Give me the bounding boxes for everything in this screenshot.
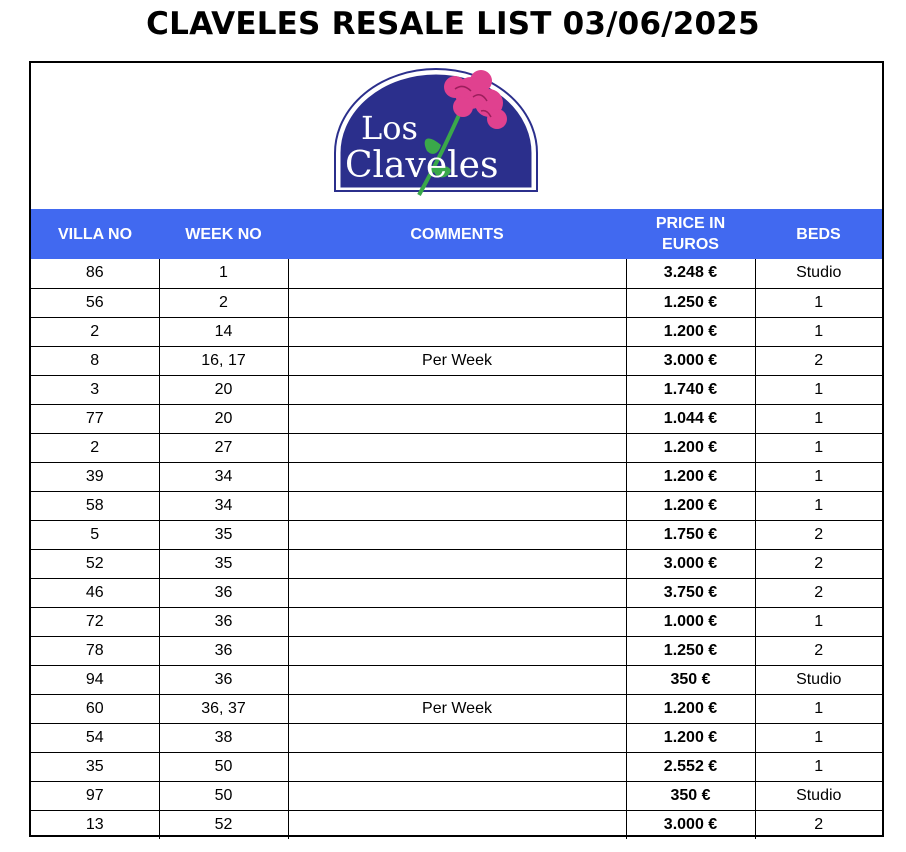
comments-cell	[288, 404, 626, 433]
comments-cell	[288, 607, 626, 636]
price-cell: 3.000 €	[626, 346, 755, 375]
beds-cell: Studio	[755, 665, 882, 694]
comments-cell	[288, 636, 626, 665]
villa-no-cell: 2	[31, 317, 159, 346]
villa-no-cell: 86	[31, 259, 159, 288]
week-no-cell: 36	[159, 665, 288, 694]
beds-cell: Studio	[755, 781, 882, 810]
comments-cell	[288, 520, 626, 549]
week-no-cell: 20	[159, 404, 288, 433]
comments-cell	[288, 665, 626, 694]
price-cell: 1.200 €	[626, 491, 755, 520]
week-no-cell: 2	[159, 288, 288, 317]
beds-cell: 1	[755, 491, 882, 520]
comments-cell	[288, 752, 626, 781]
comments-cell	[288, 462, 626, 491]
price-cell: 350 €	[626, 781, 755, 810]
villa-no-cell: 2	[31, 433, 159, 462]
table-row	[31, 549, 882, 578]
table-row	[31, 433, 882, 462]
table-row	[31, 810, 882, 839]
price-cell: 1.200 €	[626, 462, 755, 491]
page-title: CLAVELES RESALE LIST 03/06/2025	[146, 6, 760, 42]
table-row	[31, 375, 882, 404]
table-row	[31, 346, 882, 375]
comments-cell	[288, 433, 626, 462]
beds-cell: 1	[755, 375, 882, 404]
table-row	[31, 723, 882, 752]
los-claveles-logo	[331, 67, 541, 203]
villa-no-cell: 94	[31, 665, 159, 694]
table-row	[31, 781, 882, 810]
table-row	[31, 491, 882, 520]
table-row	[31, 636, 882, 665]
comments-cell	[288, 549, 626, 578]
comments-cell	[288, 723, 626, 752]
beds-cell: 2	[755, 346, 882, 375]
week-no-cell: 52	[159, 810, 288, 839]
resale-sheet	[29, 61, 884, 837]
villa-no-cell: 52	[31, 549, 159, 578]
beds-cell: 2	[755, 549, 882, 578]
table-row	[31, 317, 882, 346]
header-price-line2: EUROS	[662, 236, 719, 253]
villa-no-cell: 72	[31, 607, 159, 636]
week-no-cell: 36	[159, 578, 288, 607]
price-cell: 1.200 €	[626, 694, 755, 723]
beds-cell: 1	[755, 317, 882, 346]
table-row	[31, 752, 882, 781]
price-cell: 1.250 €	[626, 636, 755, 665]
beds-cell: 1	[755, 752, 882, 781]
beds-cell: 1	[755, 694, 882, 723]
villa-no-cell: 13	[31, 810, 159, 839]
price-cell: 3.000 €	[626, 810, 755, 839]
logo-word-los: Los	[361, 109, 418, 147]
table-row	[31, 665, 882, 694]
table-row	[31, 404, 882, 433]
price-cell: 1.740 €	[626, 375, 755, 404]
comments-cell: Per Week	[288, 694, 626, 723]
beds-cell: 2	[755, 810, 882, 839]
comments-cell	[288, 781, 626, 810]
price-cell: 3.000 €	[626, 549, 755, 578]
villa-no-cell: 54	[31, 723, 159, 752]
beds-cell: Studio	[755, 259, 882, 288]
villa-no-cell: 97	[31, 781, 159, 810]
week-no-cell: 16, 17	[159, 346, 288, 375]
villa-no-cell: 39	[31, 462, 159, 491]
comments-cell: Per Week	[288, 346, 626, 375]
price-cell: 1.200 €	[626, 433, 755, 462]
week-no-cell: 36	[159, 636, 288, 665]
price-cell: 1.750 €	[626, 520, 755, 549]
price-cell: 1.000 €	[626, 607, 755, 636]
week-no-cell: 20	[159, 375, 288, 404]
villa-no-cell: 77	[31, 404, 159, 433]
week-no-cell: 38	[159, 723, 288, 752]
week-no-cell: 50	[159, 752, 288, 781]
comments-cell	[288, 578, 626, 607]
week-no-cell: 1	[159, 259, 288, 288]
villa-no-cell: 5	[31, 520, 159, 549]
table-row	[31, 288, 882, 317]
header-price	[626, 209, 755, 259]
villa-no-cell: 58	[31, 491, 159, 520]
beds-cell: 1	[755, 404, 882, 433]
villa-no-cell: 46	[31, 578, 159, 607]
week-no-cell: 14	[159, 317, 288, 346]
table-row	[31, 607, 882, 636]
header-comments: COMMENTS	[288, 209, 626, 259]
villa-no-cell: 8	[31, 346, 159, 375]
villa-no-cell: 35	[31, 752, 159, 781]
villa-no-cell: 56	[31, 288, 159, 317]
table-row	[31, 462, 882, 491]
beds-cell: 1	[755, 462, 882, 491]
week-no-cell: 35	[159, 520, 288, 549]
header-villa-no: VILLA NO	[31, 209, 159, 259]
table-row	[31, 578, 882, 607]
week-no-cell: 27	[159, 433, 288, 462]
header-beds: BEDS	[755, 209, 882, 259]
beds-cell: 2	[755, 578, 882, 607]
price-cell: 1.200 €	[626, 317, 755, 346]
header-price-line1: PRICE IN	[655, 215, 726, 232]
villa-no-cell: 60	[31, 694, 159, 723]
price-cell: 1.044 €	[626, 404, 755, 433]
week-no-cell: 35	[159, 549, 288, 578]
villa-no-cell: 3	[31, 375, 159, 404]
beds-cell: 1	[755, 433, 882, 462]
week-no-cell: 36	[159, 607, 288, 636]
logo-area	[31, 63, 882, 209]
resale-table	[31, 209, 882, 839]
week-no-cell: 34	[159, 491, 288, 520]
table-row	[31, 694, 882, 723]
price-cell: 1.200 €	[626, 723, 755, 752]
price-cell: 3.248 €	[626, 259, 755, 288]
comments-cell	[288, 317, 626, 346]
beds-cell: 1	[755, 288, 882, 317]
week-no-cell: 50	[159, 781, 288, 810]
beds-cell: 1	[755, 607, 882, 636]
table-header-row	[31, 209, 882, 259]
price-cell: 1.250 €	[626, 288, 755, 317]
beds-cell: 2	[755, 520, 882, 549]
comments-cell	[288, 259, 626, 288]
comments-cell	[288, 375, 626, 404]
comments-cell	[288, 810, 626, 839]
week-no-cell: 36, 37	[159, 694, 288, 723]
week-no-cell: 34	[159, 462, 288, 491]
beds-cell: 2	[755, 636, 882, 665]
price-cell: 2.552 €	[626, 752, 755, 781]
villa-no-cell: 78	[31, 636, 159, 665]
beds-cell: 1	[755, 723, 882, 752]
comments-cell	[288, 491, 626, 520]
price-cell: 3.750 €	[626, 578, 755, 607]
table-row	[31, 259, 882, 288]
table-row	[31, 520, 882, 549]
price-cell: 350 €	[626, 665, 755, 694]
logo-word-claveles: Claveles	[345, 145, 499, 186]
comments-cell	[288, 288, 626, 317]
header-week-no: WEEK NO	[159, 209, 288, 259]
